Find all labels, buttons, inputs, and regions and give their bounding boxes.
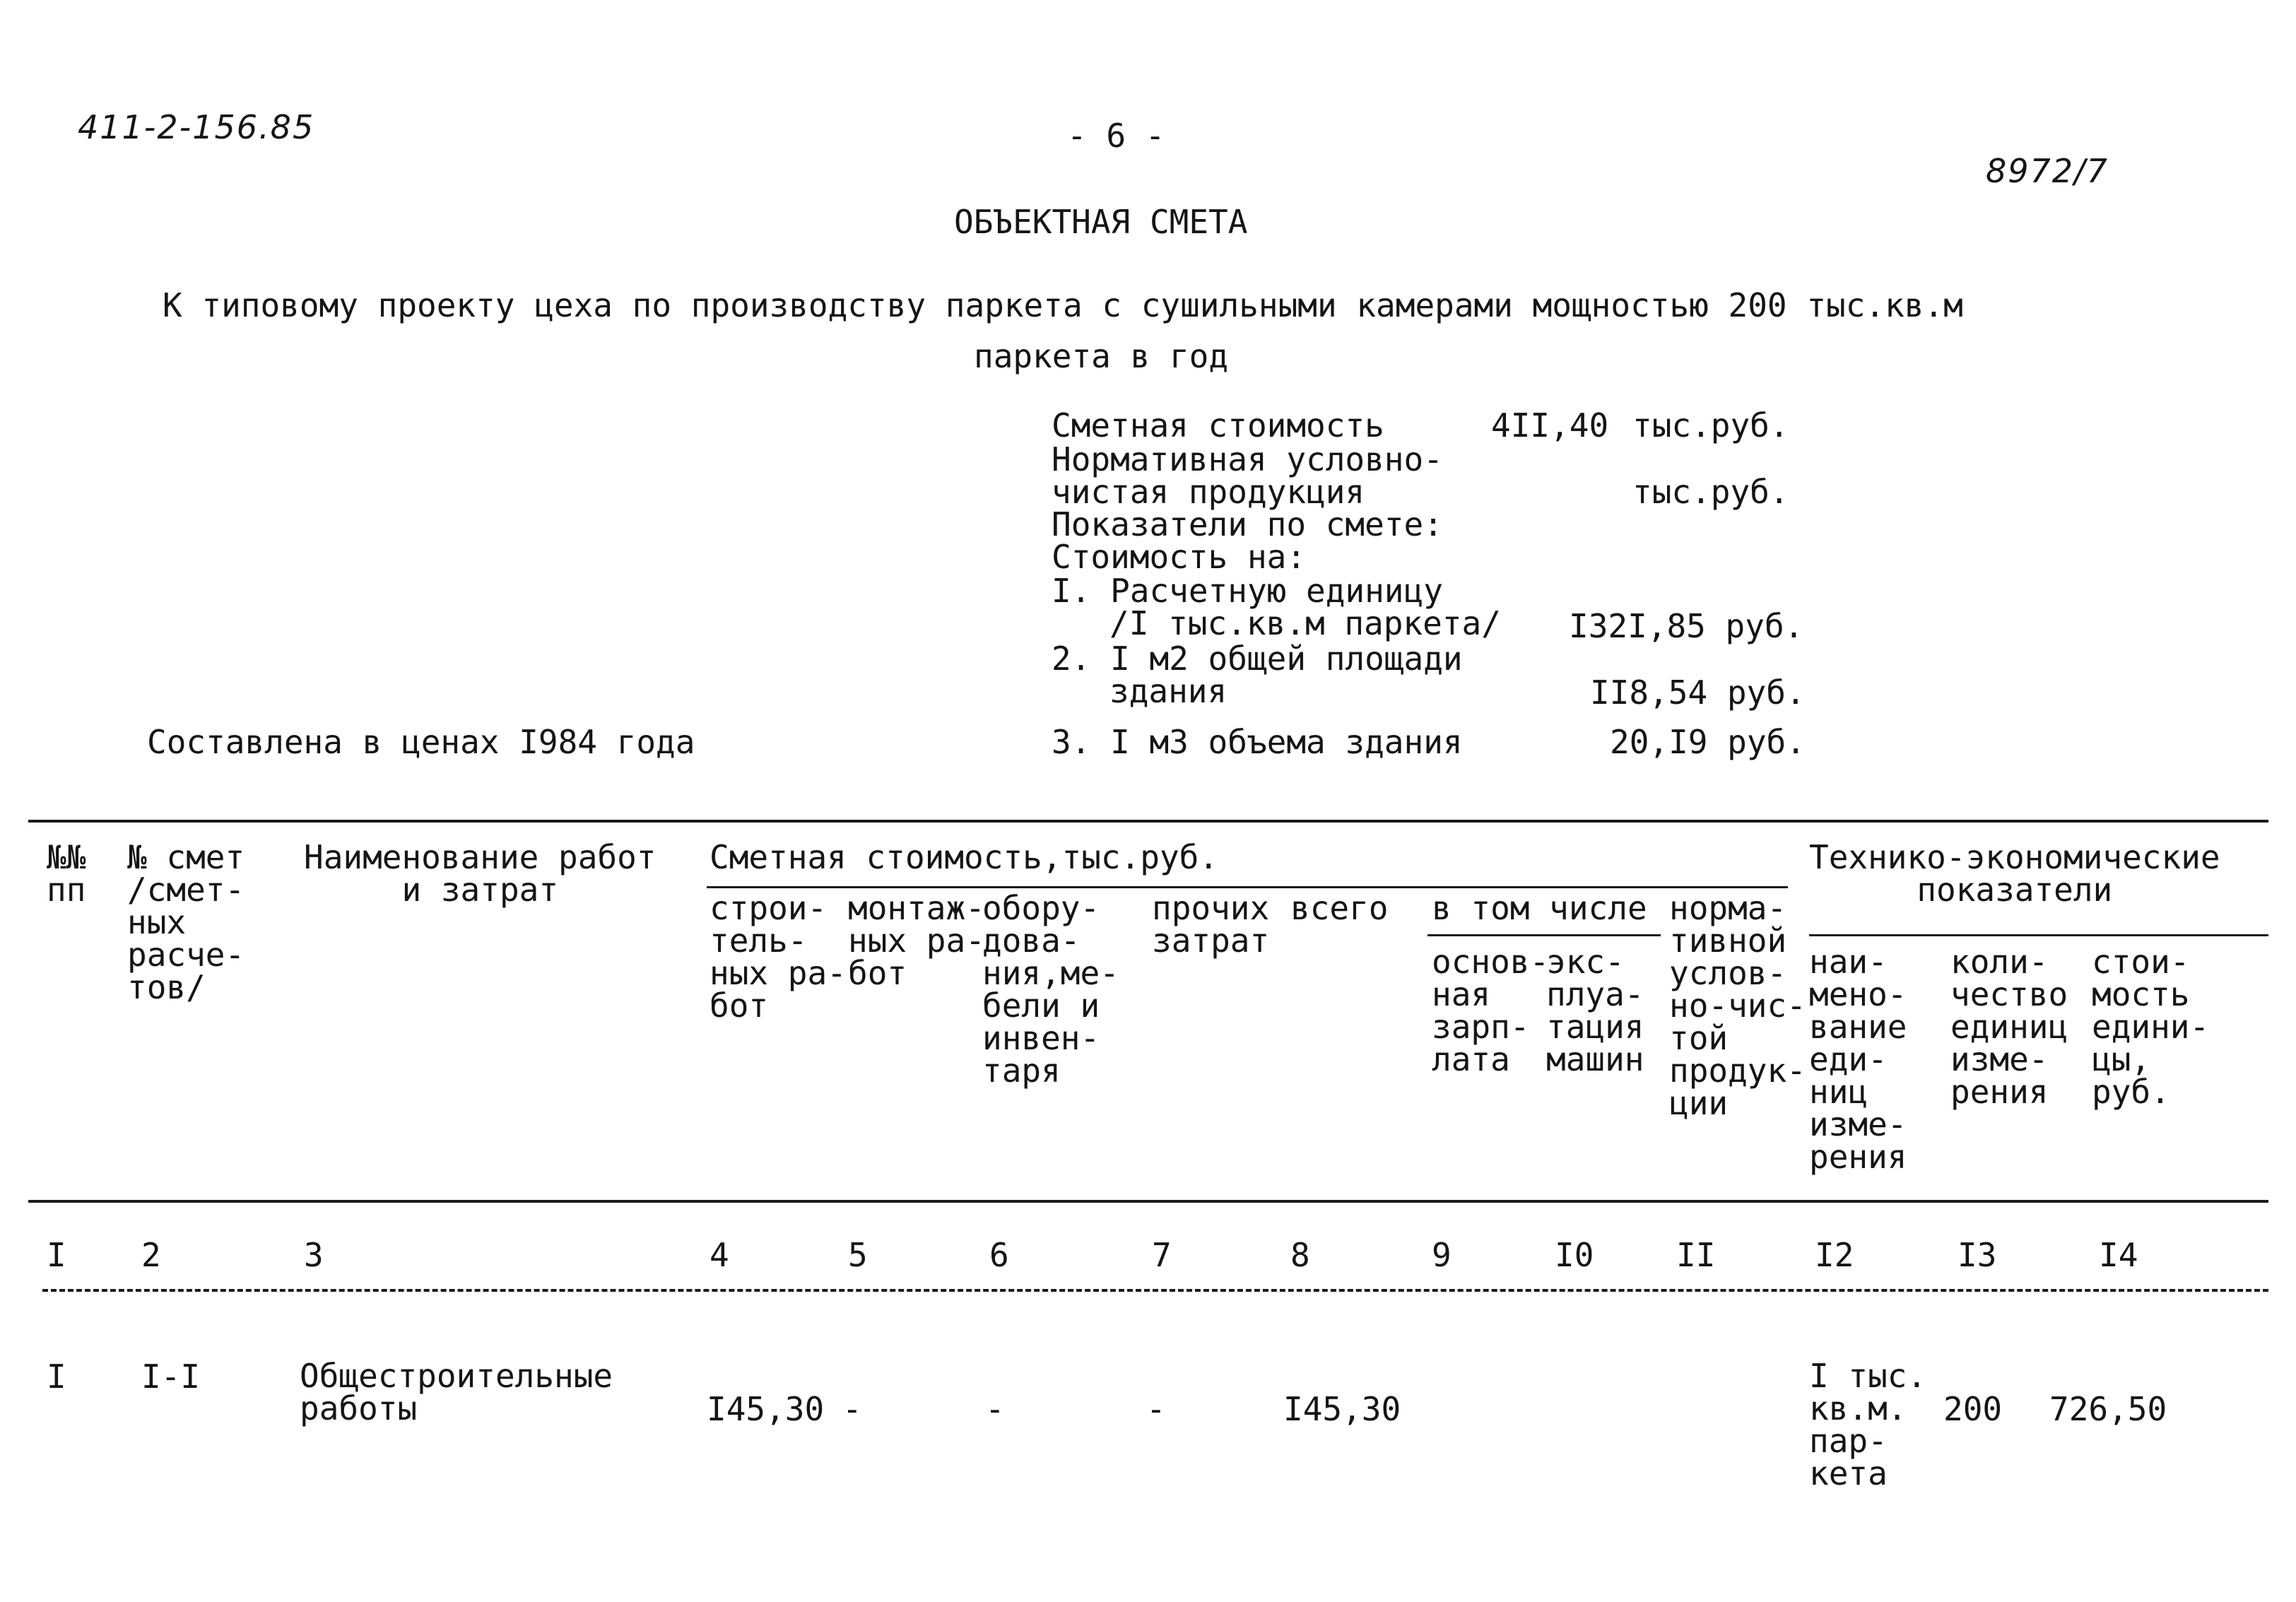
item1-label-2: /I тыс.кв.м паркета/ <box>1109 604 1501 642</box>
header-construction: строи- тель- ных ра- бот <box>710 889 847 1025</box>
row-work-name: Общестроительные работы <box>300 1357 613 1427</box>
header-normative-product: норма- тивной услов- но-чис- той продук- ции <box>1669 889 1806 1122</box>
row-construction-cost: I45,30 <box>707 1390 825 1428</box>
row-total-cost: I45,30 <box>1283 1390 1401 1428</box>
header-total: всего <box>1290 889 1389 927</box>
header-equipment: обору- дова- ния,ме- бели и инвен- таря <box>982 889 1119 1090</box>
item2-label-2: здания <box>1109 672 1228 710</box>
item1-value: I32I,85 руб. <box>1569 607 1804 645</box>
cost-per-label: Стоимость на: <box>1052 538 1307 576</box>
norm-label-2: чистая продукция <box>1052 473 1365 511</box>
header-tech-group: Технико-экономические показатели <box>1809 838 2220 909</box>
cost-value: 4II,40 <box>1491 406 1609 444</box>
item2-label-1: 2. I м2 общей площади <box>1052 640 1463 678</box>
header-row-number: №№ пп <box>47 838 86 909</box>
column-number: 6 <box>989 1236 1009 1274</box>
header-other: прочих затрат <box>1152 889 1270 960</box>
indicators-label: Показатели по смете: <box>1052 505 1443 543</box>
prices-note: Составлена в ценах I984 года <box>147 723 695 761</box>
column-number: 4 <box>710 1236 729 1274</box>
column-number: 9 <box>1432 1236 1452 1274</box>
header-cost-group: Сметная стоимость,тыс.руб. <box>710 838 1219 876</box>
numbers-rule <box>42 1289 2268 1292</box>
header-machine-operation: экс- плуа- тация машин <box>1546 943 1644 1078</box>
header-unit-name: наи- мено- вание еди- ниц изме- рения <box>1809 943 1907 1176</box>
row-unit-cost: 726,50 <box>2049 1390 2167 1428</box>
item2-value: II8,54 руб. <box>1590 673 1806 712</box>
header-unit-quantity: коли- чество единиц изме- рения <box>1950 943 2068 1111</box>
column-number: 7 <box>1152 1236 1172 1274</box>
row-estimate-number: I-I <box>141 1357 201 1396</box>
cost-label: Сметная стоимость <box>1052 406 1384 444</box>
column-number: I2 <box>1815 1236 1854 1274</box>
header-work-name: Наименование работ и затрат <box>304 838 657 909</box>
row-unit-name: I тыс. кв.м. пар- кета <box>1809 1357 1927 1492</box>
column-number: 5 <box>848 1236 868 1274</box>
subtitle-line-1: К типовому проекту цеха по производству паркета с сушильными камерами мощностью 200 тыс.кв.м <box>163 286 1963 324</box>
column-number: II <box>1676 1236 1716 1274</box>
column-number: I4 <box>2099 1236 2138 1274</box>
item1-label-1: I. Расчетную единицу <box>1052 572 1443 610</box>
column-number: 8 <box>1290 1236 1310 1274</box>
incl-group-rule <box>1427 934 1661 936</box>
document-code: 411-2-156.85 <box>78 108 315 146</box>
norm-label-1: Нормативная условно- <box>1052 440 1443 478</box>
subtitle-line-2: паркета в год <box>974 337 1229 375</box>
tech-group-rule <box>1809 934 2268 936</box>
column-number: I <box>47 1236 66 1274</box>
row-other-cost: - <box>1146 1390 1166 1428</box>
row-number: I <box>47 1357 66 1396</box>
item3-value: 20,I9 руб. <box>1610 723 1806 761</box>
row-installation-cost: - <box>842 1390 862 1428</box>
row-unit-quantity: 200 <box>1943 1390 2003 1428</box>
column-number: I0 <box>1555 1236 1594 1274</box>
cost-unit: тыс.руб. <box>1632 406 1789 444</box>
table-top-rule <box>28 820 2268 823</box>
cost-group-rule <box>707 886 1788 888</box>
document-title: ОБЪЕКТНАЯ СМЕТА <box>954 203 1248 241</box>
row-equipment-cost: - <box>985 1390 1005 1428</box>
header-unit-cost: стои- мость едини- цы, руб. <box>2092 943 2210 1111</box>
column-number: I3 <box>1958 1236 1997 1274</box>
header-incl-group: в том числе <box>1432 889 1647 927</box>
reference-number: 8972/7 <box>1986 152 2109 190</box>
item3-label: 3. I м3 объема здания <box>1052 723 1463 761</box>
header-installation: монтаж- ных ра- бот <box>848 889 985 992</box>
column-number: 3 <box>304 1236 324 1274</box>
header-bottom-rule <box>28 1200 2268 1203</box>
page-number: - 6 - <box>1067 117 1165 155</box>
norm-unit: тыс.руб. <box>1632 473 1789 511</box>
header-base-salary: основ- ная зарп- лата <box>1432 943 1550 1078</box>
header-estimate-number: № смет /смет- ных расче- тов/ <box>127 838 245 1006</box>
column-number: 2 <box>141 1236 161 1274</box>
